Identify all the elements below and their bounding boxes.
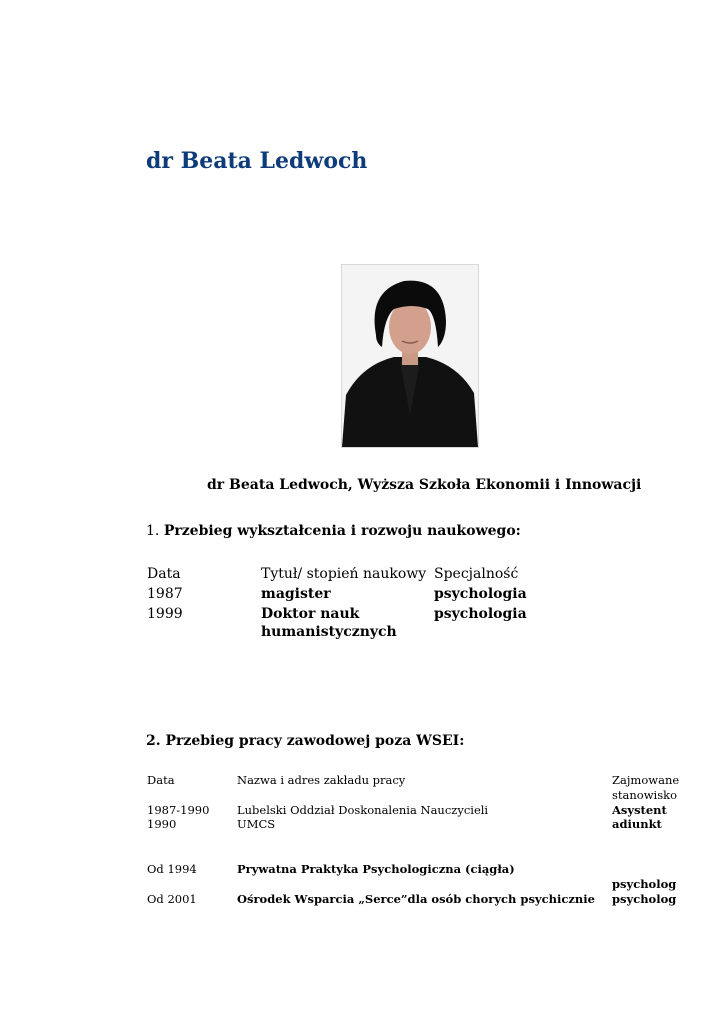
- page-title: dr Beata Ledwoch: [146, 148, 368, 174]
- edu-row-title: magister: [261, 586, 331, 602]
- work-row-date: 1990: [147, 817, 177, 831]
- edu-row-title-continued: humanistycznych: [261, 624, 397, 640]
- edu-header-specialty: Specjalność: [434, 566, 519, 582]
- work-header-date: Data: [147, 773, 175, 787]
- work-row-position: Asystent: [612, 803, 667, 817]
- section2-heading: 2. Przebieg pracy zawodowej poza WSEI:: [146, 733, 465, 749]
- edu-header-title: Tytuł/ stopień naukowy: [261, 566, 427, 582]
- photo-caption: dr Beata Ledwoch, Wyższa Szkoła Ekonomii i Innowacji: [207, 477, 642, 493]
- edu-row-title: Doktor nauk: [261, 606, 360, 622]
- work-row-position: adiunkt: [612, 817, 662, 831]
- edu-row-specialty: psychologia: [434, 606, 527, 622]
- portrait-illustration: [342, 265, 478, 447]
- work-row-name: Lubelski Oddział Doskonalenia Nauczycieli: [237, 803, 489, 817]
- work-header-position: Zajmowane: [612, 773, 680, 787]
- edu-row-date: 1987: [147, 586, 183, 602]
- work-row-date: Od 1994: [147, 862, 197, 876]
- section1-heading: [146, 523, 521, 539]
- work-row-name: Ośrodek Wsparcia „Serce”dla osób chorych psychicznie: [237, 892, 595, 906]
- work-row-name: Prywatna Praktyka Psychologiczna (ciągła): [237, 862, 515, 876]
- work-row-position: psycholog: [612, 892, 677, 906]
- edu-header-date: Data: [147, 566, 181, 582]
- section1-number: 1.: [146, 523, 160, 539]
- work-row-date: 1987-1990: [147, 803, 210, 817]
- work-header-name: Nazwa i adres zakładu pracy: [237, 773, 406, 787]
- work-row-name: UMCS: [237, 817, 276, 831]
- work-row-position: psycholog: [612, 877, 677, 891]
- work-row-date: Od 2001: [147, 892, 197, 906]
- work-header-position-continued: stanowisko: [612, 788, 678, 802]
- portrait-photo: [341, 264, 479, 448]
- edu-row-date: 1999: [147, 606, 183, 622]
- section1-heading-text: Przebieg wykształcenia i rozwoju naukowego:: [163, 523, 521, 539]
- edu-row-specialty: psychologia: [434, 586, 527, 602]
